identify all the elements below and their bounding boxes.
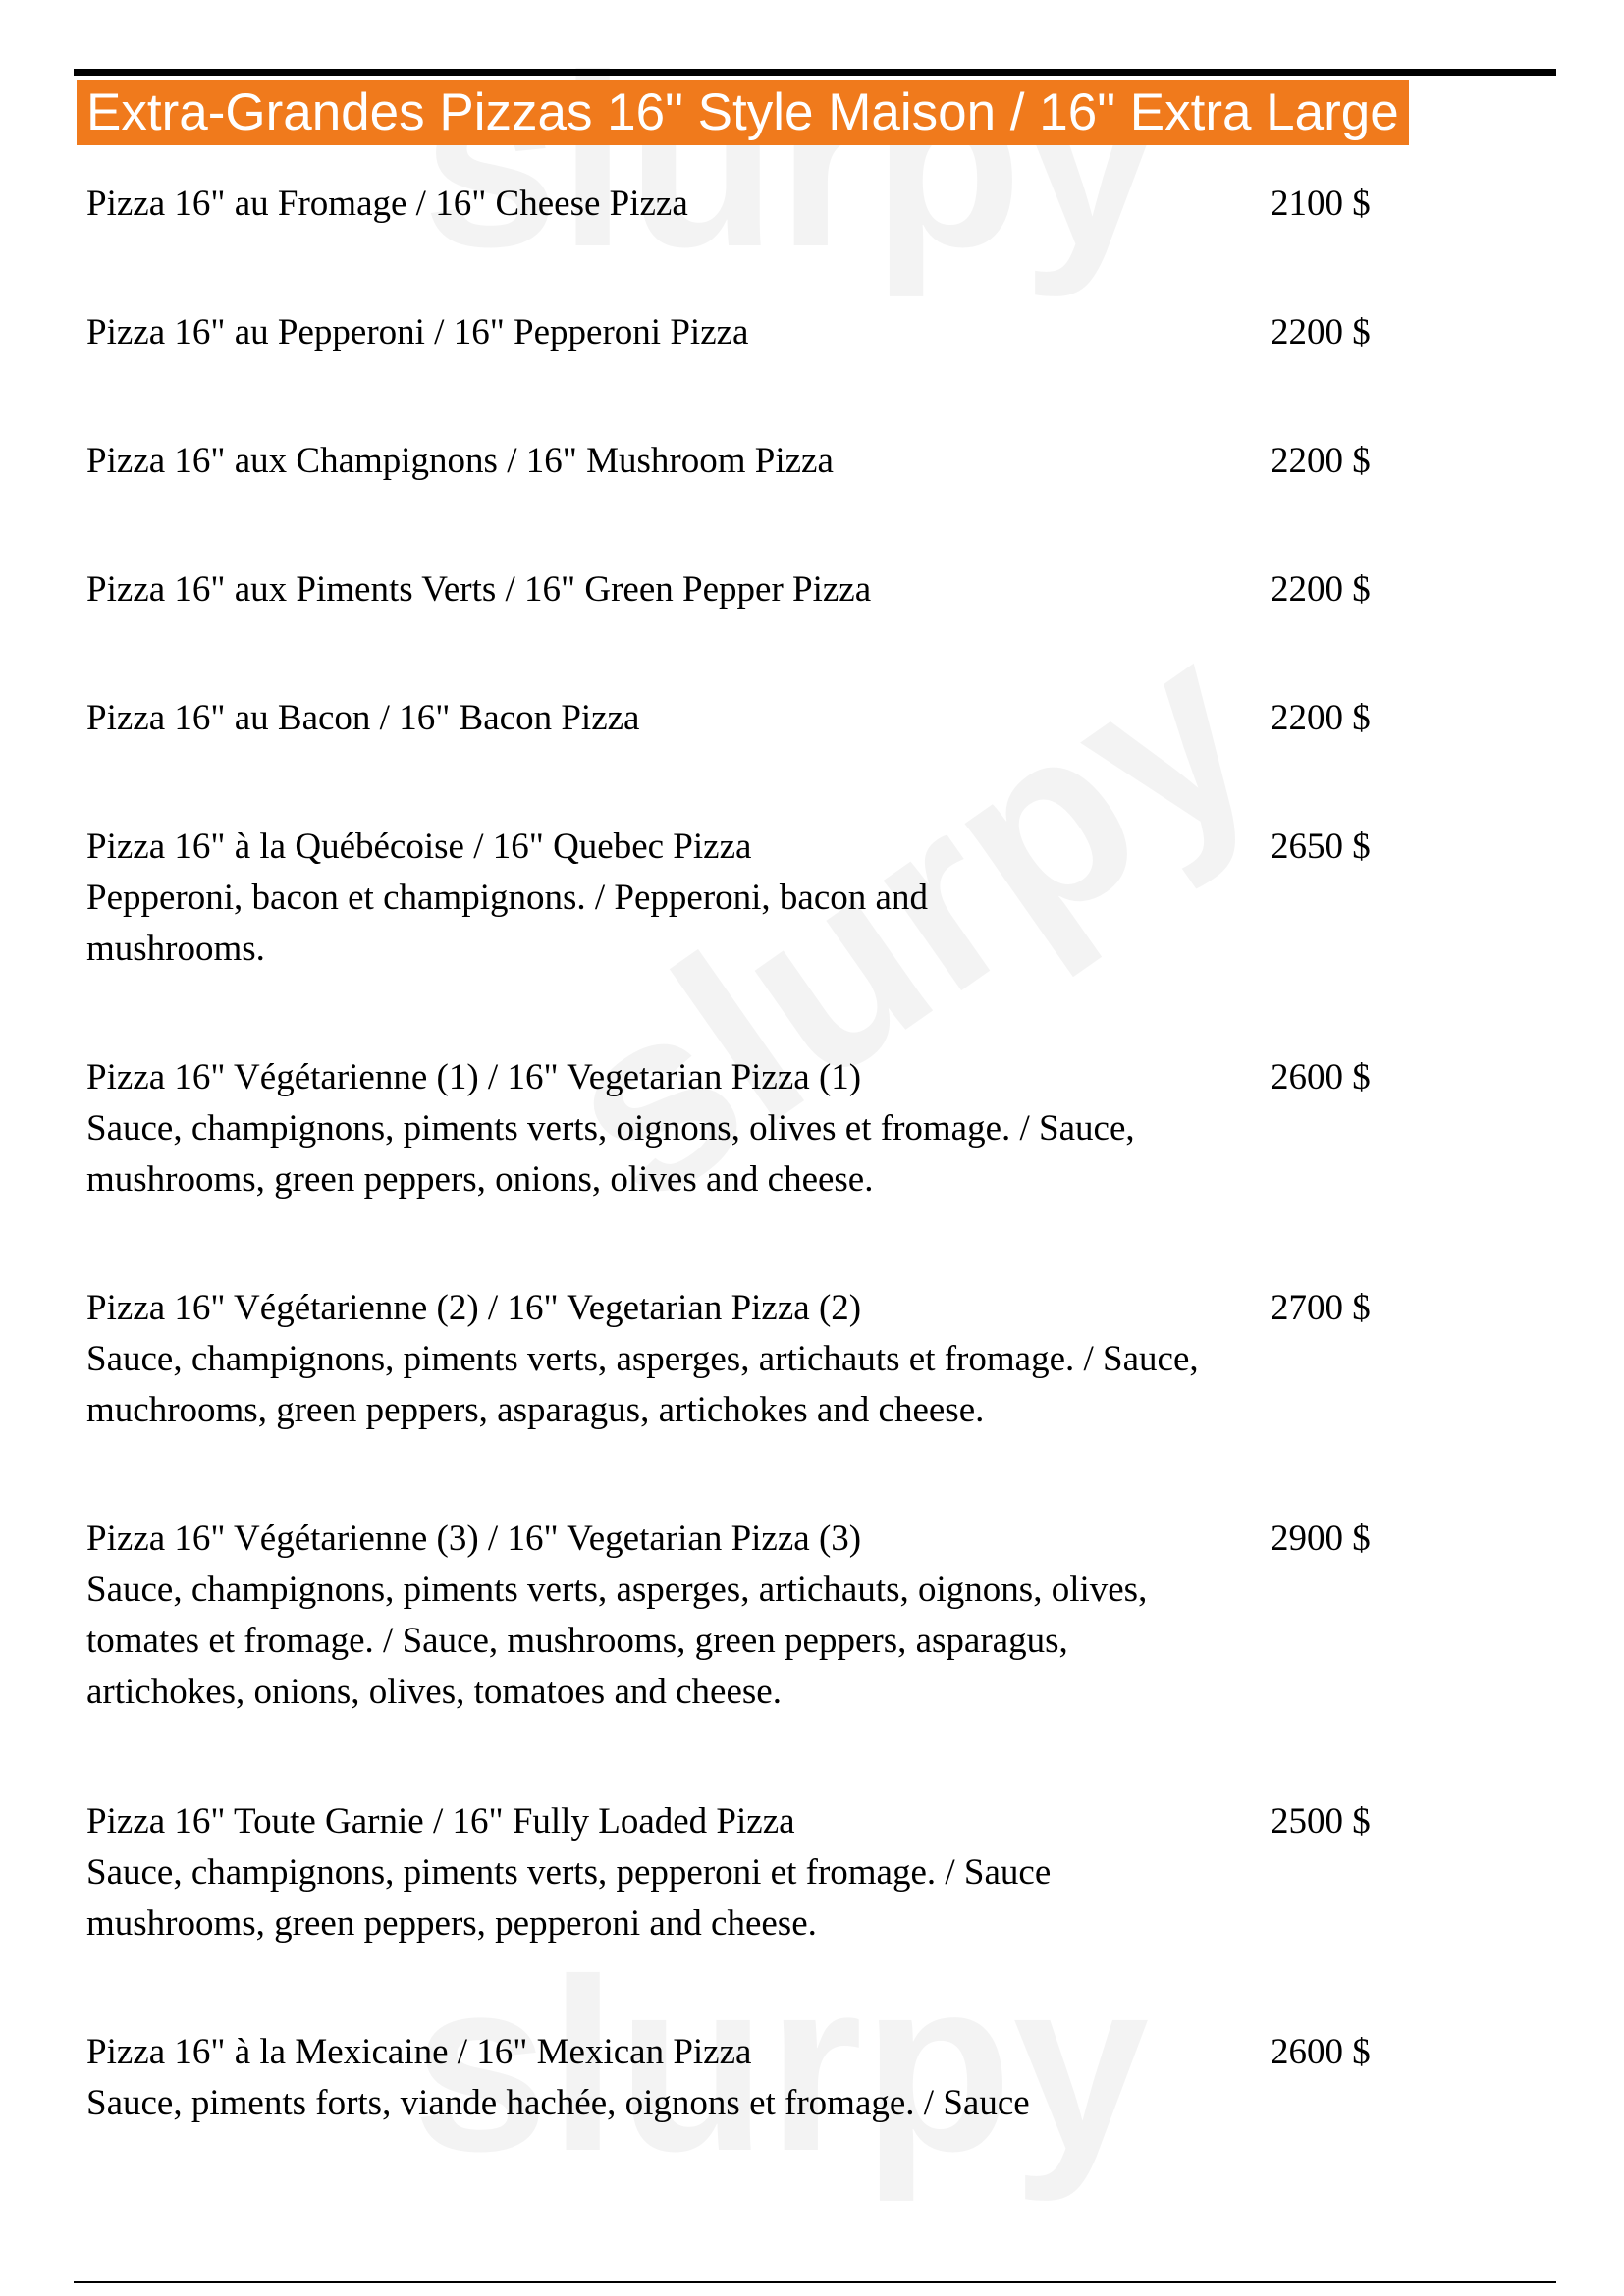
item-name: Pizza 16" au Pepperoni / 16" Pepperoni Pizza [86,312,749,352]
item-price: 2200 $ [1271,441,1371,481]
item-name: Pizza 16" au Fromage / 16" Cheese Pizza [86,184,688,224]
menu-item [86,436,1382,487]
bottom-rule [74,2281,1556,2283]
item-name: Pizza 16" Végétarienne (1) / 16" Vegetarian Pizza (1) [86,1057,862,1097]
item-description: Pepperoni, bacon et champignons. / Pepperoni, bacon and mushrooms. [86,878,928,969]
menu-item [86,1052,1382,1205]
item-description: Sauce, champignons, piments verts, pepperoni et fromage. / Sauce mushrooms, green peppers, pepperoni and cheese. [86,1852,1052,1944]
section-title: Extra-Grandes Pizzas 16" Style Maison / 16" Extra Large [77,80,1409,145]
item-name: Pizza 16" Végétarienne (3) / 16" Vegetarian Pizza (3) [86,1519,862,1559]
menu-item [86,179,1382,230]
item-name: Pizza 16" aux Piments Verts / 16" Green Pepper Pizza [86,569,872,610]
watermark-logo [422,20,1159,301]
menu-item [86,1514,1382,1718]
item-price: 2600 $ [1271,1057,1371,1097]
item-price: 2200 $ [1271,569,1371,610]
item-price: 2650 $ [1271,827,1371,867]
item-price: 2500 $ [1271,1801,1371,1842]
top-rule [74,69,1556,76]
menu-item [86,693,1382,744]
item-price: 2200 $ [1271,312,1371,352]
item-name: Pizza 16" au Bacon / 16" Bacon Pizza [86,698,640,738]
item-price: 2100 $ [1271,184,1371,224]
menu-item [86,1796,1382,1949]
item-name: Pizza 16" à la Québécoise / 16" Quebec Pizza [86,827,752,867]
menu-item [86,307,1382,358]
item-description: Sauce, piments forts, viande hachée, oignons et fromage. / Sauce [86,2083,1030,2123]
item-description: Sauce, champignons, piments verts, asperges, artichauts, oignons, olives, tomates et fromage. / Sauce, mushrooms, green peppers, asparagus, artichokes, onions, olives, tomatoes and cheese. [86,1570,1148,1712]
menu-item [86,822,1382,975]
item-price: 2200 $ [1271,698,1371,738]
item-name: Pizza 16" aux Champignons / 16" Mushroom Pizza [86,441,834,481]
item-name: Pizza 16" à la Mexicaine / 16" Mexican Pizza [86,2032,752,2072]
item-description: Sauce, champignons, piments verts, asperges, artichauts et fromage. / Sauce, muchrooms, green peppers, asparagus, artichokes and cheese. [86,1339,1199,1430]
item-price: 2700 $ [1271,1288,1371,1328]
item-name: Pizza 16" Toute Garnie / 16" Fully Loaded Pizza [86,1801,795,1842]
item-name: Pizza 16" Végétarienne (2) / 16" Vegetarian Pizza (2) [86,1288,862,1328]
item-price: 2900 $ [1271,1519,1371,1559]
item-description: Sauce, champignons, piments verts, oignons, olives et fromage. / Sauce, mushrooms, green peppers, onions, olives and cheese. [86,1108,1135,1200]
item-price: 2600 $ [1271,2032,1371,2072]
menu-item [86,564,1382,615]
menu-item [86,1283,1382,1436]
menu-item [86,2027,1382,2129]
